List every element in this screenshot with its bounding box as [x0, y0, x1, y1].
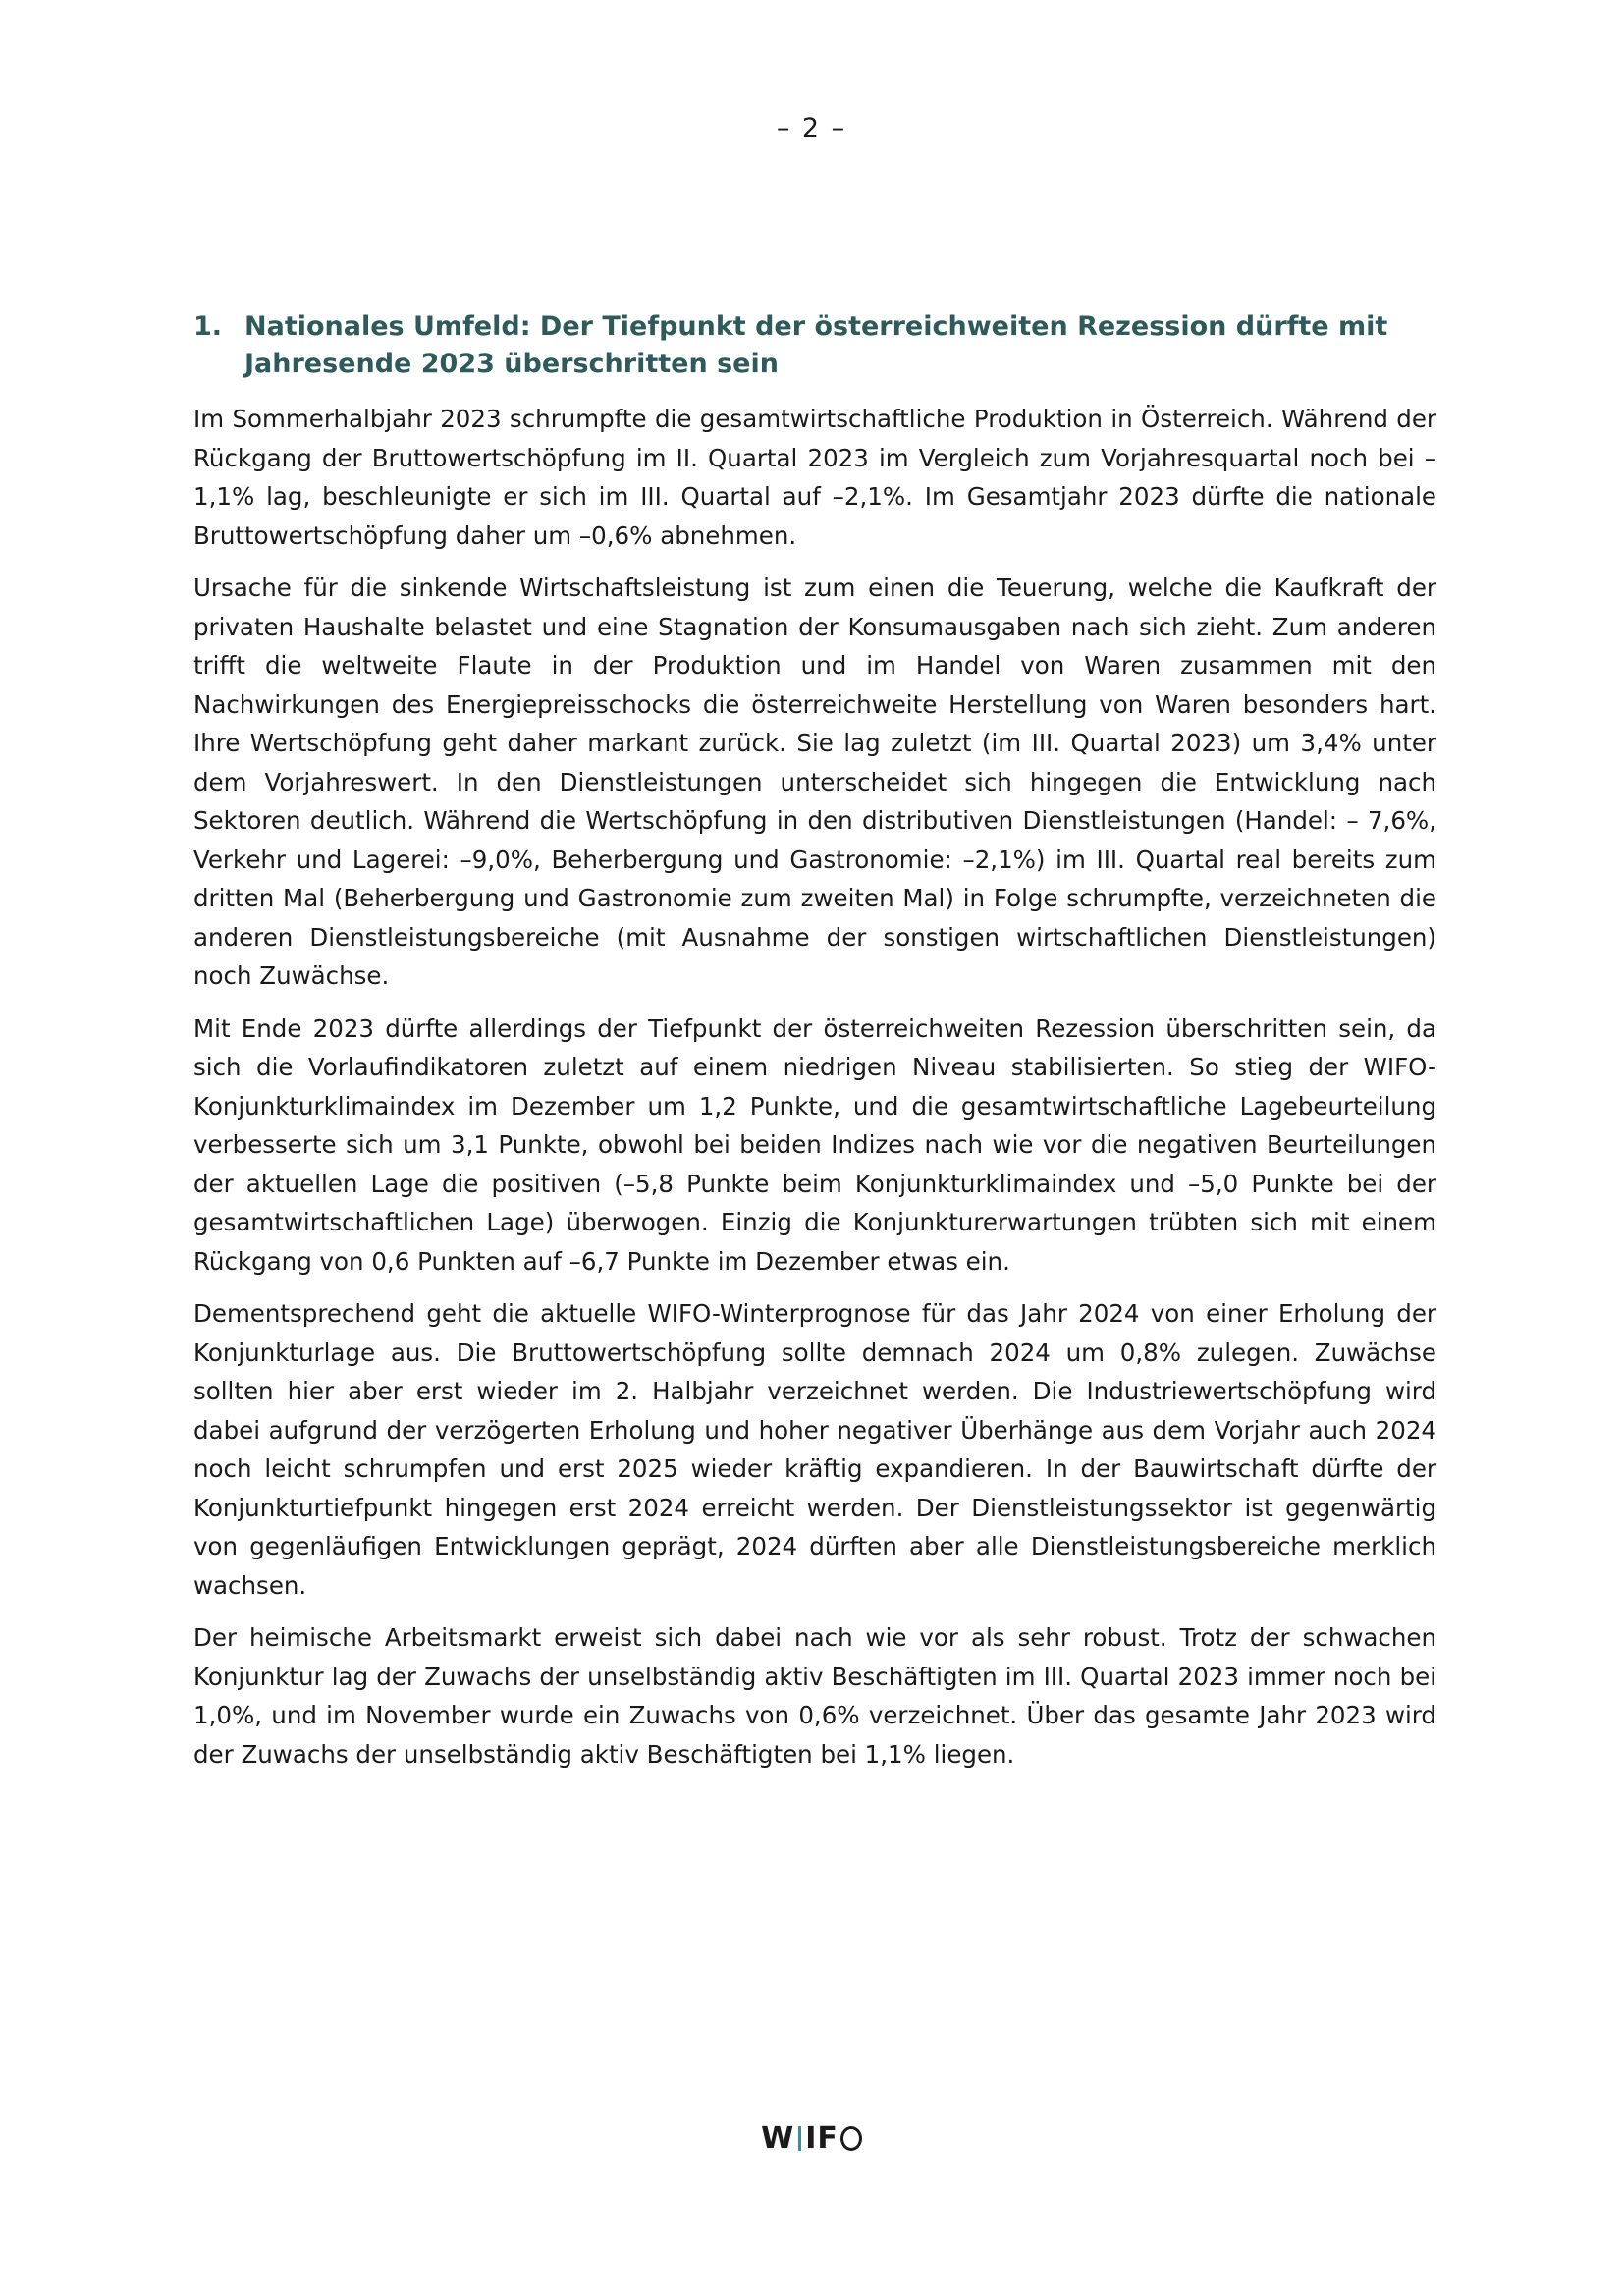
logo-letters-if: IF [805, 2121, 839, 2156]
page-number: – 2 – [776, 113, 847, 143]
wifo-logo-mark [761, 2121, 862, 2156]
section-number: 1. [193, 311, 223, 342]
paragraph-4: Dementsprechend geht die aktuelle WIFO-Winterprognose für das Jahr 2024 von einer Erholung der Konjunkturlage aus. Die Bruttowertschöpfung sollte demnach 2024 um 0,8% zulegen. Zuwächse sollten hier aber erst wieder im 2. Halbjahr verzeichnet werden. Die Industriewertschöpfung wird dabei aufgrund der verzögerten Erholung und hoher negativer Überhänge aus dem Vorjahr auch 2024 noch leicht schrumpfen und erst 2025 wieder kräftig expandieren. In der Bauwirtschaft dürfte der Konjunkturtiefpunkt hingegen erst 2024 erreicht werden. Der Dienstleistungssektor ist gegenwärtig von gegenläufigen Entwicklungen geprägt, 2024 dürften aber alle Dienstleistungsbereiche merklich wachsen. [193, 1299, 1436, 1600]
section-heading [193, 308, 1436, 383]
paragraph-1: Im Sommerhalbjahr 2023 schrumpfte die gesamtwirtschaftliche Produktion in Österreich. Während der Rückgang der Bruttowertschöpfung im II. Quartal 2023 im Vergleich zum Vorjahresquartal noch bei –1,1% lag, beschleunigte er sich im III. Quartal auf –2,1%. Im Gesamtjahr 2023 dürfte die nationale Bruttowertschöpfung daher um –0,6% abnehmen. [193, 405, 1436, 550]
section-title: Nationales Umfeld: Der Tiefpunkt der österreichweiten Rezession dürfte mit Jahresende 2023 überschritten sein [244, 311, 1388, 379]
logo-ring-o [840, 2126, 862, 2151]
wifo-logo [0, 2121, 1623, 2156]
paragraph-5: Der heimische Arbeitsmarkt erweist sich dabei nach wie vor als sehr robust. Trotz der schwachen Konjunktur lag der Zuwachs der unselbständig aktiv Beschäftigten im III. Quartal 2023 immer noch bei 1,0%, und im November wurde ein Zuwachs von 0,6% verzeichnet. Über das gesamte Jahr 2023 wird der Zuwachs der unselbständig aktiv Beschäftigten bei 1,1% liegen. [193, 1623, 1436, 1769]
paragraph-3: Mit Ende 2023 dürfte allerdings der Tiefpunkt der österreichweiten Rezession überschritten sein, da sich die Vorlaufindikatoren zuletzt auf einem niedrigen Niveau stabilisierten. So stieg der WIFO-Konjunkturklimaindex im Dezember um 1,2 Punkte, und die gesamtwirtschaftliche Lagebeurteilung verbesserte sich um 3,1 Punkte, obwohl bei beiden Indizes nach wie vor die negativen Beurteilungen der aktuellen Lage die positiven (–5,8 Punkte beim Konjunkturklimaindex und –5,0 Punkte bei der gesamtwirtschaftlichen Lage) überwogen. Einzig die Konjunkturerwartungen trübten sich mit einem Rückgang von 0,6 Punkten auf –6,7 Punkte im Dezember etwas ein. [193, 1013, 1436, 1276]
logo-divider-bar [798, 2126, 801, 2151]
logo-letter-w: W [761, 2121, 795, 2156]
paragraph-2: Ursache für die sinkende Wirtschaftsleistung ist zum einen die Teuerung, welche die Kaufkraft der privaten Haushalte belastet und eine Stagnation der Konsumausgaben nach sich zieht. Zum anderen trifft die weltweite Flaute in der Produktion und im Handel von Waren zusammen mit den Nachwirkungen des Energiepreisschocks die österreichweite Herstellung von Waren besonders hart. Ihre Wertschöpfung geht daher markant zurück. Sie lag zuletzt (im III. Quartal 2023) um 3,4% unter dem Vorjahreswert. In den Dienstleistungen unterscheidet sich hingegen die Entwicklung nach Sektoren deutlich. Während die Wertschöpfung in den distributiven Dienstleistungen (Handel: – 7,6%, Verkehr und Lagerei: –9,0%, Beherbergung und Gastronomie: –2,1%) im III. Quartal real bereits zum dritten Mal (Beherbergung und Gastronomie zum zweiten Mal) in Folge schrumpfte, verzeichneten die anderen Dienstleistungsbereiche (mit Ausnahme der sonstigen wirtschaftlichen Dienstleistungen) noch Zuwächse. [193, 574, 1436, 990]
main-content [193, 308, 1436, 1787]
